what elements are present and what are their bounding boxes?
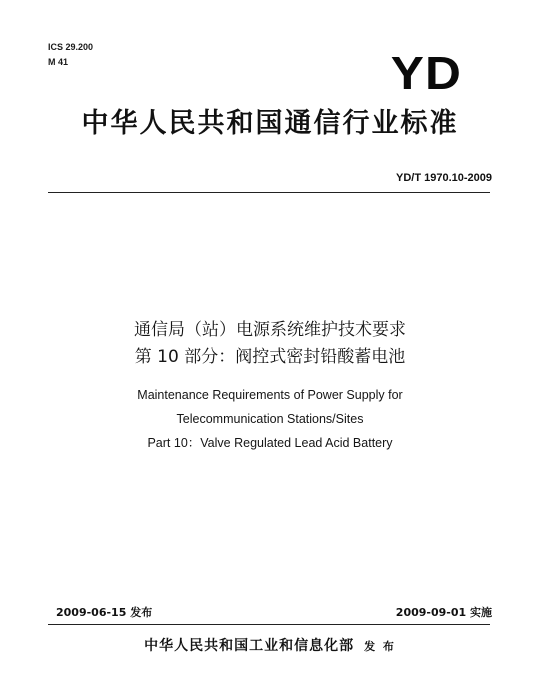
yd-logo: YD	[390, 47, 462, 99]
title-chinese-line-1: 通信局（站）电源系统维护技术要求	[134, 320, 406, 340]
classification-code: M 41	[48, 57, 69, 67]
title-english-line-1: Maintenance Requirements of Power Supply for	[137, 388, 403, 402]
issuer-suffix: 发 布	[364, 640, 396, 653]
industry-standard-title: 中华人民共和国通信行业标准	[81, 108, 459, 139]
implementation-date: 2009-09-01 实施	[395, 606, 492, 619]
issuer-name: 中华人民共和国工业和信息化部	[144, 638, 355, 654]
issue-date: 2009-06-15 发布	[56, 606, 153, 619]
title-english-line-3: Part 10：Valve Regulated Lead Acid Battery	[147, 436, 393, 450]
ics-code: ICS 29.200	[48, 42, 94, 52]
top-divider	[48, 192, 490, 193]
title-english-line-2: Telecommunication Stations/Sites	[176, 412, 364, 426]
issuing-authority	[0, 636, 540, 657]
title-chinese-line-2: 第 10 部分：阀控式密封铅酸蓄电池	[134, 347, 406, 367]
bottom-divider	[48, 624, 490, 625]
standard-number: YD/T 1970.10-2009	[395, 172, 492, 184]
